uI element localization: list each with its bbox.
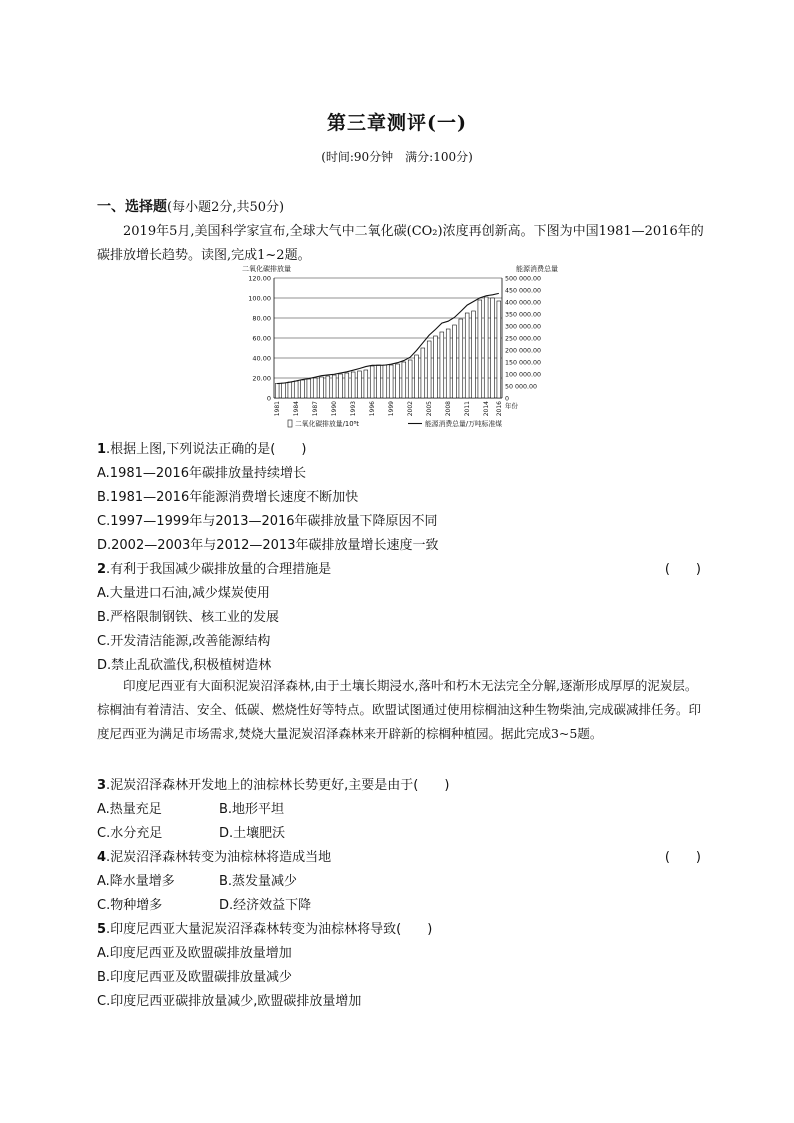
answer-blank[interactable]: ( )	[664, 562, 701, 577]
y-tick-left: 80.00	[252, 314, 271, 323]
question-4-options-row-2	[97, 894, 701, 913]
x-tick-label: 2002	[407, 401, 415, 417]
bar	[440, 332, 444, 398]
y-tick-right: 350 000.00	[505, 311, 542, 319]
x-tick-label: 2016	[495, 401, 503, 417]
x-tick-label: 1981	[274, 401, 282, 417]
page-subtitle: (时间:90分钟 满分:100分)	[321, 150, 473, 164]
question-4-option-a[interactable]: A.降水量增多	[97, 874, 175, 889]
question-1-option-d[interactable]: D.2002—2003年与2012—2013年碳排放量增长速度一致	[97, 538, 439, 553]
bar	[491, 298, 495, 398]
bar	[497, 301, 501, 398]
question-2-option-d[interactable]: D.禁止乱砍滥伐,积极植树造林	[97, 658, 272, 673]
y-tick-left: 40.00	[252, 354, 271, 363]
bar	[282, 383, 286, 398]
question-4-option-c[interactable]: C.物种增多	[97, 898, 163, 913]
section-label: 一、选择题	[97, 199, 167, 215]
bar	[313, 378, 317, 398]
bar	[484, 297, 488, 398]
y-tick-right: 100 000.00	[505, 371, 542, 379]
intro-paragraph-1: 2019年5月,美国科学家宣布,全球大气中二氧化碳(CO₂)浓度再创新高。下图为中国1981—2016年的碳排放增长趋势。读图,完成1~2题。	[97, 224, 704, 263]
y-tick-right: 50 000.00	[505, 383, 538, 391]
question-number: 5	[97, 922, 107, 937]
bar	[377, 365, 381, 398]
x-tick-label: 2014	[483, 401, 491, 417]
bar	[389, 365, 393, 398]
question-3-option-c[interactable]: C.水分充足	[97, 826, 163, 841]
y-tick-right: 300 000.00	[505, 323, 542, 331]
bar	[465, 313, 469, 398]
section-note: (每小题2分,共50分)	[167, 200, 285, 215]
question-5-option-c[interactable]: C.印度尼西亚碳排放量减少,欧盟碳排放量增加	[97, 994, 362, 1009]
bar	[294, 381, 298, 398]
question-5-option-a[interactable]: A.印度尼西亚及欧盟碳排放量增加	[97, 946, 292, 961]
question-text: .泥炭沼泽森林开发地上的油棕林长势更好,主要是由于( )	[106, 778, 450, 793]
bar	[434, 336, 438, 398]
section-heading	[97, 196, 284, 216]
question-text: .印度尼西亚大量泥炭沼泽森林转变为油棕林将导致( )	[106, 922, 433, 937]
x-tick-label: 2011	[464, 401, 472, 417]
x-tick-label: 2005	[426, 401, 434, 417]
chart-legend	[288, 419, 502, 428]
bar	[301, 380, 305, 398]
page-title: 第三章测评(一)	[327, 112, 467, 134]
y-tick-left: 0	[266, 394, 271, 403]
chart-bars	[275, 297, 500, 398]
question-text: .泥炭沼泽森林转变为油棕林将造成当地	[106, 850, 332, 865]
question-number: 1	[97, 442, 107, 457]
question-4-stem	[97, 846, 701, 865]
question-2-option-c[interactable]: C.开发清洁能源,改善能源结构	[97, 634, 271, 649]
question-4-option-d[interactable]: D.经济效益下降	[219, 898, 312, 913]
bar	[478, 300, 482, 398]
bar	[358, 371, 362, 398]
bar	[446, 329, 450, 398]
question-text: .根据上图,下列说法正确的是( )	[106, 442, 307, 457]
legend-bar-swatch	[288, 420, 292, 427]
x-tick-label: 1993	[350, 401, 358, 417]
y-tick-left: 60.00	[252, 334, 271, 343]
intro-paragraph-2: 印度尼西亚有大面积泥炭沼泽森林,由于土壤长期浸水,落叶和朽木无法完全分解,逐渐形成厚厚的泥炭层。棕榈油有着清洁、安全、低碳、燃烧性好等特点。欧盟试图通过使用棕榈油这种生物柴油,完成碳减排任务。印度尼西亚为满足市场需求,焚烧大量泥炭沼泽森林来开辟新的棕榈种植园。据此完成3~5题。	[97, 678, 701, 741]
x-tick-label: 1984	[293, 401, 301, 417]
question-3-option-a[interactable]: A.热量充足	[97, 802, 162, 817]
x-axis-title: 年份	[505, 402, 518, 410]
question-3-option-d[interactable]: D.土壤肥沃	[219, 826, 286, 841]
y-tick-left: 120.00	[248, 274, 271, 283]
x-tick-label: 2008	[445, 401, 453, 417]
bar	[332, 375, 336, 398]
bar	[415, 355, 419, 398]
y-axis-right-title: 能源消费总量	[516, 265, 558, 273]
question-3-option-b[interactable]: B.地形平坦	[219, 802, 285, 817]
bar	[307, 379, 311, 398]
bar	[364, 370, 368, 398]
y-tick-right: 200 000.00	[505, 347, 542, 355]
question-5-option-b[interactable]: B.印度尼西亚及欧盟碳排放量减少	[97, 970, 293, 985]
question-1-stem	[97, 438, 701, 457]
question-2-option-a[interactable]: A.大量进口石油,减少煤炭使用	[97, 586, 270, 601]
y-tick-right: 450 000.00	[505, 287, 542, 295]
y-tick-left: 100.00	[248, 294, 271, 303]
y-tick-right: 0	[505, 395, 510, 403]
bar	[396, 364, 400, 398]
x-tick-label: 1987	[312, 401, 320, 417]
bar	[402, 362, 406, 398]
question-3-options-row-1	[97, 798, 701, 817]
bar	[326, 376, 330, 398]
question-4-options-row-1	[97, 870, 701, 889]
question-5-stem	[97, 918, 701, 937]
bar	[383, 365, 387, 398]
bar	[370, 366, 374, 398]
x-tick-label: 1990	[331, 401, 339, 417]
question-1-option-a[interactable]: A.1981—2016年碳排放量持续增长	[97, 466, 306, 481]
emission-chart	[240, 262, 560, 434]
bar	[427, 341, 431, 398]
question-2-option-b[interactable]: B.严格限制钢铁、核工业的发展	[97, 610, 280, 625]
y-tick-right: 500 000.00	[505, 275, 542, 283]
bar	[351, 372, 355, 398]
question-3-options-row-2	[97, 822, 701, 841]
question-3-stem	[97, 774, 701, 793]
y-axis-left-title: 二氧化碳排放量	[242, 265, 291, 273]
bar	[453, 325, 457, 398]
question-2-stem	[97, 558, 701, 577]
bar	[339, 374, 343, 398]
y-tick-right: 150 000.00	[505, 359, 542, 367]
question-text: .有利于我国减少碳排放量的合理措施是	[106, 562, 332, 577]
question-number: 4	[97, 850, 107, 865]
x-tick-label: 1999	[388, 401, 396, 417]
question-number: 3	[97, 778, 107, 793]
bar	[408, 360, 412, 398]
y-tick-right: 250 000.00	[505, 335, 542, 343]
bar	[459, 319, 463, 398]
bar	[421, 348, 425, 398]
question-4-option-b[interactable]: B.蒸发量减少	[219, 874, 298, 889]
legend-bar-label: 二氧化碳排放量/10⁸t	[295, 420, 359, 428]
question-number: 2	[97, 562, 107, 577]
y-tick-left: 20.00	[252, 374, 271, 383]
y-tick-right: 400 000.00	[505, 299, 542, 307]
bar	[320, 377, 324, 398]
question-1-option-b[interactable]: B.1981—2016年能源消费增长速度不断加快	[97, 490, 359, 505]
bar	[345, 373, 349, 398]
bar	[275, 384, 279, 399]
bar	[288, 382, 292, 398]
legend-line-label: 能源消费总量/万吨标准煤	[425, 420, 503, 428]
question-1-option-c[interactable]: C.1997—1999年与2013—2016年碳排放量下降原因不同	[97, 514, 438, 529]
x-tick-label: 1996	[369, 401, 377, 417]
answer-blank[interactable]: ( )	[664, 850, 701, 865]
bar	[472, 311, 476, 398]
